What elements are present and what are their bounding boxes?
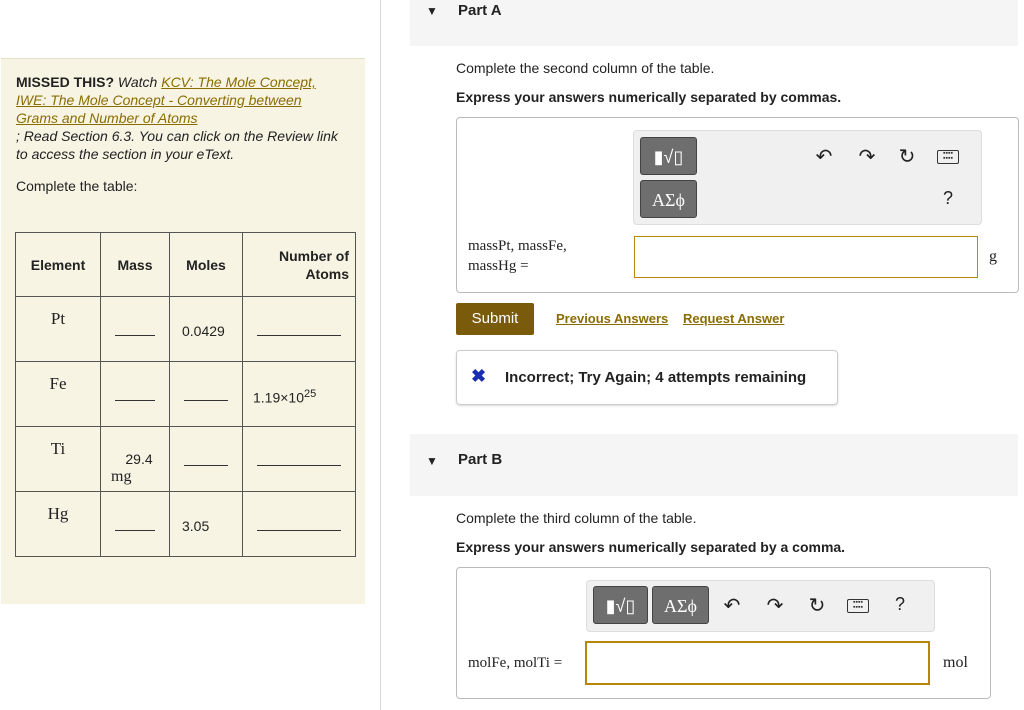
missed-this-note	[16, 73, 346, 163]
part-a-instruction-bold: Express your answers numerically separated by commas.	[456, 89, 842, 105]
redo-icon[interactable]: ↷	[858, 146, 876, 168]
previous-answers-link[interactable]: Previous Answers	[556, 311, 669, 326]
element-symbol: Ti	[50, 439, 66, 458]
blank-line	[257, 335, 341, 336]
blank-line	[184, 465, 228, 466]
part-a-answer-label-line2: massHg =	[468, 258, 529, 274]
blank-line	[115, 530, 155, 531]
templates-button[interactable]: ▮√▯	[640, 137, 697, 175]
part-b-collapse-icon[interactable]: ▼	[426, 454, 438, 468]
missed-label: MISSED THIS?	[16, 74, 115, 90]
moles-value: 0.0429	[182, 323, 225, 339]
blank-line	[115, 335, 155, 336]
mass-value: 29.4 mg	[111, 451, 153, 485]
part-a-title: Part A	[458, 2, 502, 19]
greek-symbols-button[interactable]: ΑΣϕ	[652, 586, 709, 624]
redo-icon[interactable]: ↷	[766, 595, 784, 617]
blank-line	[257, 530, 341, 531]
part-a-unit: g	[989, 248, 997, 265]
undo-icon[interactable]: ↶	[723, 595, 741, 617]
table-row	[16, 297, 356, 362]
part-b-instruction-bold: Express your answers numerically separated by a comma.	[456, 539, 846, 555]
header-element: Element	[16, 233, 101, 297]
part-b-unit: mol	[943, 654, 968, 671]
part-b-answer-label: molFe, molTi =	[468, 655, 563, 671]
part-a-instruction: Complete the second column of the table.	[456, 60, 715, 76]
help-button[interactable]: ?	[894, 594, 905, 614]
header-moles: Moles	[170, 233, 243, 297]
complete-table-label: Complete the table:	[16, 178, 138, 194]
header-number-of-atoms: Number of Atoms	[243, 233, 356, 297]
reset-icon[interactable]: ↻	[898, 146, 916, 168]
help-button[interactable]: ?	[942, 188, 953, 208]
part-a-answer-label-line1: massPt, massFe,	[468, 238, 567, 254]
element-symbol: Fe	[49, 374, 67, 393]
feedback-message: Incorrect; Try Again; 4 attempts remaining	[505, 369, 807, 386]
part-a-answer-input[interactable]	[634, 236, 978, 278]
incorrect-x-icon: ✖	[471, 366, 487, 386]
element-table	[15, 232, 356, 557]
reset-icon[interactable]: ↻	[808, 595, 826, 617]
request-answer-link[interactable]: Request Answer	[683, 311, 785, 326]
keyboard-icon[interactable]: ▪▪▪▪ ▪▪▪▪	[937, 150, 959, 164]
blank-line	[115, 400, 155, 401]
table-row	[16, 427, 356, 492]
element-symbol: Hg	[47, 504, 69, 523]
read-section-text: ; Read Section 6.3. You can click on the Review link to access the section in your eText.	[16, 128, 338, 162]
templates-button[interactable]: ▮√▯	[593, 586, 648, 624]
keyboard-icon[interactable]: ▪▪▪▪ ▪▪▪▪	[847, 599, 869, 613]
part-b-instruction: Complete the third column of the table.	[456, 510, 697, 526]
iwe-mole-concept-link[interactable]: IWE: The Mole Concept - Converting between Grams and Number of Atoms	[16, 92, 302, 126]
table-row	[16, 362, 356, 427]
submit-button[interactable]: Submit	[456, 303, 534, 335]
undo-icon[interactable]: ↶	[815, 146, 833, 168]
kcv-mole-concept-link[interactable]: KCV: The Mole Concept,	[161, 74, 316, 90]
part-a-collapse-icon[interactable]: ▼	[426, 4, 438, 18]
atoms-value: $1.19\times 10^{25}$	[253, 388, 317, 406]
part-b-answer-input[interactable]	[585, 641, 930, 685]
greek-symbols-button[interactable]: ΑΣϕ	[640, 180, 697, 218]
watch-text: Watch	[117, 74, 158, 90]
blank-line	[257, 465, 341, 466]
blank-line	[184, 400, 228, 401]
panel-divider	[380, 0, 381, 710]
table-row	[16, 492, 356, 557]
moles-value: 3.05	[182, 518, 210, 534]
part-b-title: Part B	[458, 451, 503, 468]
header-mass: Mass	[101, 233, 170, 297]
element-symbol: Pt	[50, 309, 66, 328]
